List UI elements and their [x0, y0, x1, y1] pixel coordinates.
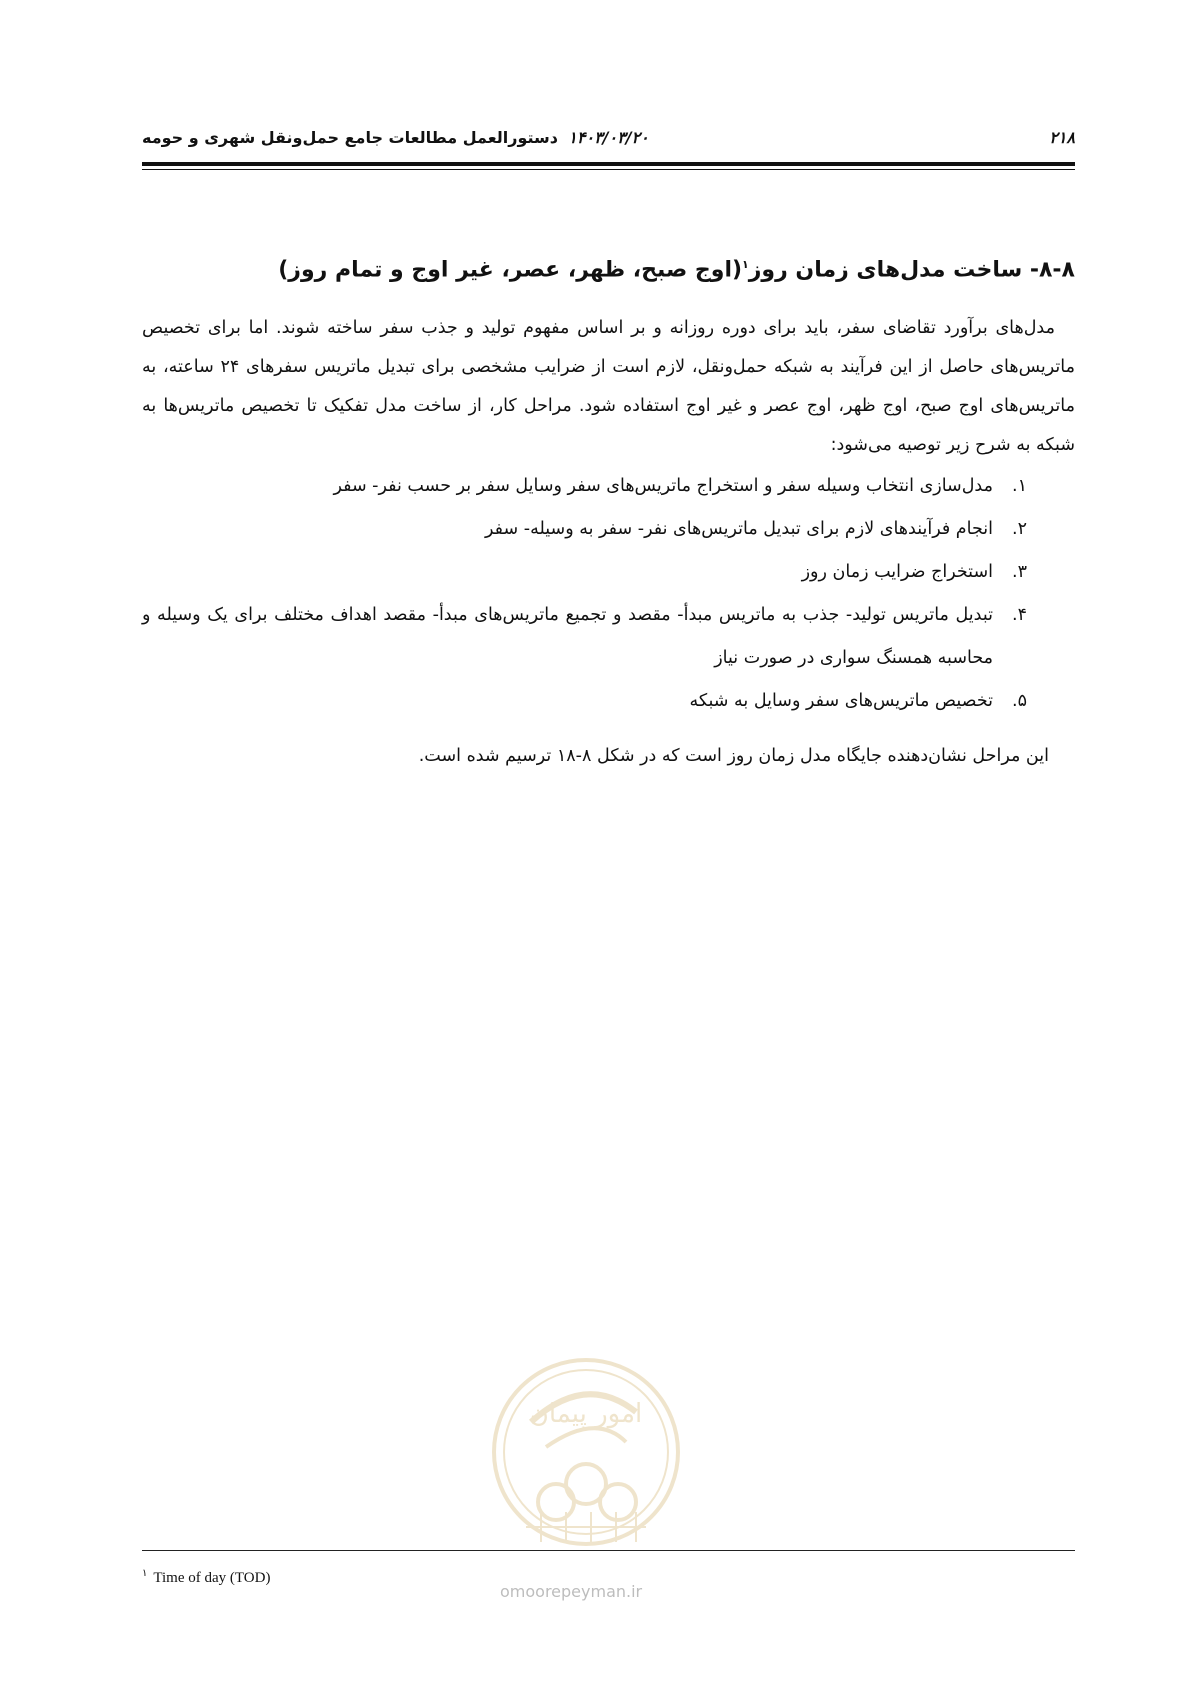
list-item-text: استخراج ضرایب زمان روز [801, 562, 993, 583]
header-date: ۱۴۰۳/۰۳/۲۰ [568, 128, 649, 147]
page-header [142, 128, 1075, 156]
intro-paragraph: مدل‌های برآورد تقاضای سفر، باید برای دوره روزانه و بر اساس مفهوم تولید و جذب سفر ساخته شوند. اما برای تخصیص ماتریس‌های حاصل از این فرآیند به شبکه حمل‌ونقل، لازم است از ضرایب مشخصی برای تبدیل ماتریس سفرهای ۲۴ ساعته، به ماتریس‌های اوج صبح، اوج ظهر، اوج عصر و غیر اوج استفاده شود. مراحل کار، از ساخت مدل تفکیک تا تخصیص ماتریس‌ها به شبکه به شرح زیر توصیه می‌شود: [142, 318, 1075, 456]
closing-paragraph: این مراحل نشان‌دهنده جایگاه مدل زمان روز است که در شکل ۸-۱۸ ترسیم شده است. [418, 746, 1049, 767]
list-item-text: تخصیص ماتریس‌های سفر وسایل به شبکه [689, 691, 993, 712]
section-title-suffix: (اوج صبح، ظهر، عصر، غیر اوج و تمام روز) [278, 257, 743, 283]
watermark-logo-text: امور پیمان [529, 1399, 643, 1429]
footnote-mark: ۱ [142, 1568, 148, 1579]
list-item [142, 465, 1027, 508]
list-item-text: مدل‌سازی انتخاب وسیله سفر و استخراج ماتریس‌های سفر وسایل سفر بر حسب نفر- سفر [333, 476, 993, 497]
list-item-text: انجام فرآیندهای لازم برای تبدیل ماتریس‌های نفر- سفر به وسیله- سفر [485, 519, 993, 540]
list-item-number: ۴. [1012, 605, 1027, 626]
list-item [142, 680, 1027, 723]
watermark-logo-icon [486, 1352, 686, 1552]
header-rule-thick [142, 162, 1075, 166]
list-item-text: تبدیل ماتریس تولید- جذب به ماتریس مبدأ- مقصد و تجمیع ماتریس‌های مبدأ- مقصد اهداف مختلف برای یک وسیله و محاسبه همسنگ سواری در صورت نیاز [142, 605, 993, 669]
list-item [142, 551, 1027, 594]
main-content [142, 248, 1075, 776]
list-item-number: ۱. [1012, 476, 1027, 497]
page-number: ۲۱۸ [1049, 128, 1075, 147]
list-item-number: ۵. [1012, 691, 1027, 712]
footnote-text: Time of day (TOD) [153, 1570, 271, 1586]
watermark-url: omoorepeyman.ir [500, 1582, 643, 1601]
header-document-title: دستورالعمل مطالعات جامع حمل‌ونقل شهری و حومه [142, 128, 558, 147]
section-title-text: ۸-۸- ساخت مدل‌های زمان روز [748, 257, 1075, 283]
footnote-rule [142, 1550, 1075, 1551]
list-item [142, 594, 1027, 680]
list-item-number: ۳. [1012, 562, 1027, 583]
header-rule-thin [142, 169, 1075, 170]
steps-list [142, 465, 1075, 723]
list-item [142, 508, 1027, 551]
footnote-reference: ۱ [742, 258, 749, 271]
section-title [142, 248, 1075, 287]
list-item-number: ۲. [1012, 519, 1027, 540]
footnote [142, 1568, 270, 1587]
